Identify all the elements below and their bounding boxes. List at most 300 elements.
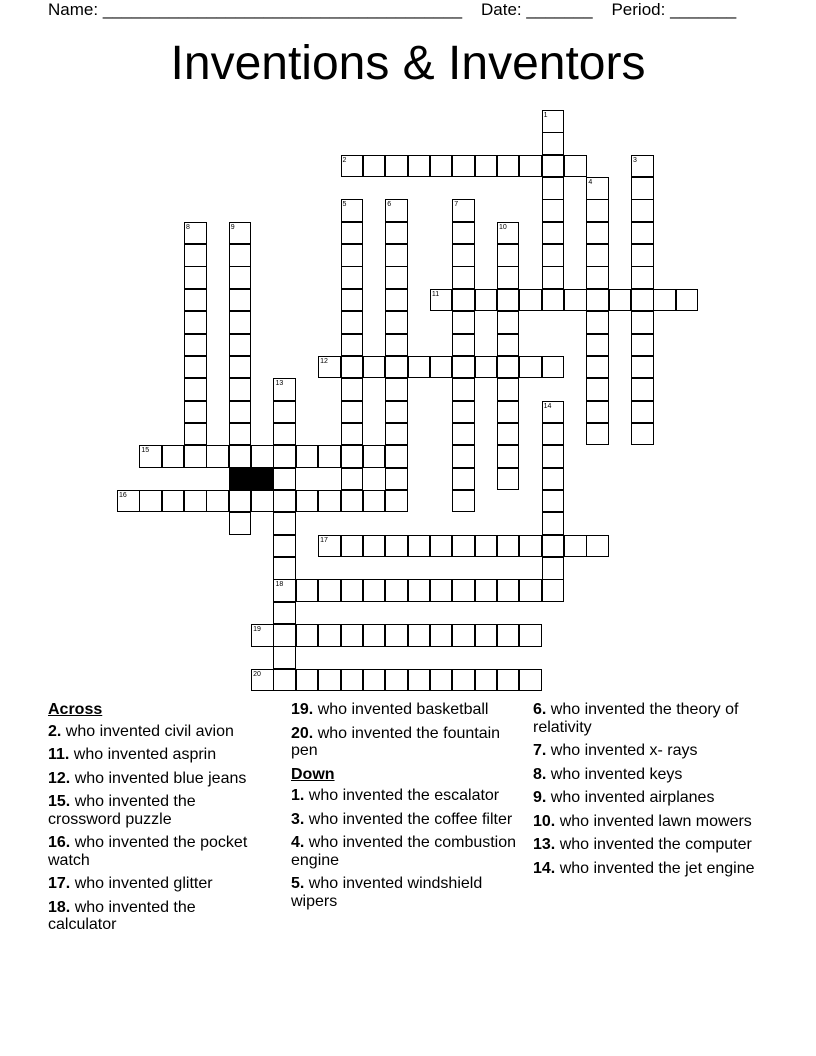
crossword-cell[interactable] [564,289,587,312]
crossword-cell[interactable] [385,222,408,245]
name-blank[interactable]: ______________________________________ [102,0,463,19]
crossword-cell[interactable] [184,356,207,379]
crossword-cell[interactable] [385,445,408,468]
name-label: Name: [48,0,99,19]
crossword-cell[interactable] [542,110,565,133]
crossword-cell[interactable] [497,289,520,312]
clue-text: who invented the computer [555,836,752,853]
crossword-cell[interactable] [273,445,296,468]
crossword-cell[interactable] [408,356,431,379]
down-clue [533,860,763,878]
crossword-cell[interactable] [363,490,386,513]
crossword-cell[interactable] [497,669,520,692]
cell-number: 14 [543,402,552,410]
crossword-cell[interactable] [631,177,654,200]
crossword-cell[interactable] [475,356,498,379]
crossword-cell[interactable] [452,244,475,267]
crossword-cell[interactable] [519,289,542,312]
crossword-cell[interactable] [519,535,542,558]
crossword-cell[interactable] [385,423,408,446]
crossword-cell[interactable] [542,155,565,178]
cell-number: 6 [387,201,392,209]
crossword-cell[interactable] [273,468,296,491]
cell-number: 12 [320,357,328,365]
clue-text: who invented x- rays [546,742,698,759]
crossword-cell[interactable] [475,624,498,647]
crossword-cell[interactable] [184,244,207,267]
crossword-cell[interactable] [497,401,520,424]
crossword-cell[interactable] [631,356,654,379]
crossword-cell[interactable] [408,579,431,602]
crossword-cell[interactable] [341,624,364,647]
crossword-cell[interactable] [542,222,565,245]
cell-number: 15 [141,447,150,455]
crossword-cell[interactable] [229,334,252,357]
crossword-cell[interactable] [631,289,654,312]
crossword-cell[interactable] [519,155,542,178]
cell-number: 2 [342,156,347,164]
crossword-cell[interactable] [273,423,296,446]
crossword-cell[interactable] [273,401,296,424]
crossword-cell[interactable] [452,423,475,446]
crossword-cell[interactable] [542,177,565,200]
crossword-cell[interactable] [385,334,408,357]
crossword-cell[interactable] [229,490,252,513]
crossword-cell[interactable] [296,445,319,468]
crossword-cell[interactable] [385,199,408,222]
crossword-cell[interactable] [586,356,609,379]
across-clue [48,793,268,828]
crossword-cell[interactable] [184,334,207,357]
crossword-cell[interactable] [229,244,252,267]
crossword-cell[interactable] [519,356,542,379]
crossword-cell[interactable] [296,490,319,513]
crossword-cell[interactable] [452,468,475,491]
cell-number: 5 [342,201,347,209]
clue-number: 8. [533,765,547,783]
clue-number: 17. [48,875,71,892]
across-clue [48,834,268,869]
crossword-cell[interactable] [341,199,364,222]
crossword-cell[interactable] [341,490,364,513]
clue-text: who invented asprin [69,746,217,763]
cell-number: 20 [253,670,261,678]
crossword-cell[interactable] [586,244,609,267]
crossword-cell[interactable] [542,356,565,379]
clue-text: who invented the theory of relativity [533,701,739,736]
crossword-cell[interactable] [273,535,296,558]
crossword-cell[interactable] [542,490,565,513]
down-clues-list-2 [533,701,763,877]
crossword-cell[interactable] [341,289,364,312]
crossword-cell[interactable] [341,669,364,692]
crossword-cell[interactable] [184,378,207,401]
crossword-cell[interactable] [452,289,475,312]
crossword-cell[interactable] [341,155,364,178]
clue-number: 13. [533,836,556,853]
crossword-cell[interactable] [385,244,408,267]
crossword-cell[interactable] [184,445,207,468]
crossword-cell[interactable] [452,535,475,558]
crossword-cell[interactable] [184,222,207,245]
crossword-cell[interactable] [452,669,475,692]
crossword-cell[interactable] [206,490,229,513]
crossword-cell[interactable] [162,445,185,468]
crossword-cell[interactable] [497,222,520,245]
crossword-cell[interactable] [363,535,386,558]
crossword-cell[interactable] [162,490,185,513]
cell-number: 9 [230,223,235,231]
down-clue [533,742,763,760]
crossword-cell[interactable] [363,445,386,468]
crossword-cell[interactable] [385,289,408,312]
crossword-cell[interactable] [229,356,252,379]
crossword-cell[interactable] [273,378,296,401]
crossword-cell[interactable] [184,266,207,289]
down-clue [533,813,763,831]
crossword-cell[interactable] [497,535,520,558]
crossword-cell[interactable] [273,490,296,513]
crossword-cell[interactable] [385,155,408,178]
crossword-cell[interactable] [184,289,207,312]
page-title: Inventions & Inventors [170,37,646,90]
crossword-cell[interactable] [385,468,408,491]
crossword-cell[interactable] [586,378,609,401]
crossword-cell[interactable] [385,624,408,647]
crossword-cell[interactable] [408,155,431,178]
crossword-cell[interactable] [318,356,341,379]
crossword-cell[interactable] [542,423,565,446]
crossword-cell[interactable] [385,669,408,692]
crossword-cell[interactable] [452,378,475,401]
crossword-cell[interactable] [586,401,609,424]
crossword-cell[interactable] [341,222,364,245]
crossword-cell[interactable] [497,624,520,647]
cell-number: 13 [275,380,284,388]
crossword-cell[interactable] [229,378,252,401]
crossword-cell[interactable] [273,669,296,692]
crossword-cell[interactable] [184,490,207,513]
crossword-cell[interactable] [676,289,699,312]
crossword-cell[interactable] [184,423,207,446]
crossword-cell[interactable] [251,445,274,468]
clue-number: 18. [48,898,71,916]
crossword-cell[interactable] [586,289,609,312]
crossword-cell[interactable] [452,199,475,222]
crossword-cell[interactable] [184,311,207,334]
crossword-cell[interactable] [385,356,408,379]
crossword-cell[interactable] [542,289,565,312]
crossword-cell[interactable] [475,669,498,692]
crossword-cell[interactable] [385,490,408,513]
crossword-cell[interactable] [631,266,654,289]
crossword-cell[interactable] [341,334,364,357]
crossword-cell[interactable] [452,490,475,513]
clue-text: who invented airplanes [546,789,715,806]
crossword-cell[interactable] [631,378,654,401]
crossword-cell[interactable] [542,535,565,558]
crossword-cell[interactable] [452,311,475,334]
crossword-cell[interactable] [229,289,252,312]
crossword-cell[interactable] [430,669,453,692]
crossword-cell[interactable] [385,535,408,558]
date-blank[interactable]: _______ [526,0,593,19]
clue-number: 19. [291,701,314,718]
clue-number: 15. [48,793,71,810]
crossword-cell[interactable] [631,155,654,178]
crossword-cell[interactable] [586,266,609,289]
crossword-cell[interactable] [586,177,609,200]
crossword-cell[interactable] [452,222,475,245]
crossword-cell[interactable] [497,244,520,267]
crossword-cell[interactable] [497,468,520,491]
crossword-cell[interactable] [519,579,542,602]
crossword-cell[interactable] [475,289,498,312]
across-clues-list-1 [48,723,268,934]
crossword-cell[interactable] [385,401,408,424]
crossword-cell[interactable] [475,155,498,178]
across-clue [48,899,268,934]
crossword-cell[interactable] [408,535,431,558]
clue-text: who invented the escalator [304,787,500,804]
crossword-cell[interactable] [229,512,252,535]
crossword-cell[interactable] [139,490,162,513]
across-clue [291,725,521,760]
crossword-cell[interactable] [430,624,453,647]
crossword-cell[interactable] [452,579,475,602]
crossword-cell[interactable] [542,199,565,222]
cell-number: 1 [543,112,548,119]
crossword-cell[interactable] [564,535,587,558]
crossword-cell[interactable] [139,445,162,468]
crossword-cell[interactable] [385,266,408,289]
clue-number: 7. [533,742,547,759]
crossword-cell[interactable] [363,356,386,379]
clue-text: who invented the calculator [48,898,196,933]
crossword-cell[interactable] [631,401,654,424]
crossword-cell[interactable] [229,311,252,334]
crossword-cell[interactable] [497,356,520,379]
crossword-cell[interactable] [452,445,475,468]
crossword-cell[interactable] [341,579,364,602]
crossword-cell[interactable] [497,378,520,401]
cell-number: 18 [275,581,284,589]
crossword-cell[interactable] [452,401,475,424]
crossword-cell[interactable] [497,311,520,334]
crossword-cell[interactable] [542,557,565,580]
clue-number: 3. [291,810,305,828]
crossword-cell[interactable] [519,624,542,647]
crossword-cell[interactable] [318,579,341,602]
crossword-cell[interactable] [475,579,498,602]
crossword-cell[interactable] [586,222,609,245]
crossword-cell[interactable] [452,266,475,289]
clue-text: who invented windshield wipers [291,875,483,910]
clue-text: who invented blue jeans [70,769,247,787]
period-blank[interactable]: _______ [670,0,737,19]
crossword-cell[interactable] [296,624,319,647]
crossword-cell[interactable] [586,199,609,222]
down-clues-list-1 [291,787,521,910]
crossword-cell[interactable] [497,445,520,468]
crossword-cell[interactable] [385,579,408,602]
crossword-cell[interactable] [586,311,609,334]
crossword-cell[interactable] [542,468,565,491]
cell-number: 19 [253,626,261,634]
crossword-cell[interactable] [341,311,364,334]
crossword-cell[interactable] [229,445,252,468]
crossword-cell[interactable] [341,266,364,289]
across-clue [48,723,268,741]
crossword-cell[interactable] [586,423,609,446]
clue-number: 12. [48,769,71,787]
down-clue [291,787,521,805]
crossword-cell[interactable] [318,535,341,558]
crossword-cell[interactable] [609,289,632,312]
down-clue [533,701,763,736]
crossword-cell[interactable] [631,244,654,267]
clues-column-2 [291,701,521,916]
crossword-cell[interactable] [631,423,654,446]
crossword-cell[interactable] [341,244,364,267]
crossword-cell[interactable] [497,155,520,178]
crossword-cell[interactable] [452,155,475,178]
crossword-cell[interactable] [519,669,542,692]
crossword-cell[interactable] [318,490,341,513]
crossword-cell[interactable] [363,669,386,692]
crossword-cell[interactable] [341,423,364,446]
crossword-cell[interactable] [497,334,520,357]
crossword-cell[interactable] [586,535,609,558]
down-clue [533,836,763,854]
down-heading: Down [291,765,335,783]
cell-number: 10 [498,223,507,231]
crossword-cell[interactable] [408,624,431,647]
crossword-cell[interactable] [229,266,252,289]
crossword-cell[interactable] [430,535,453,558]
crossword-cell[interactable] [206,445,229,468]
crossword-cell[interactable] [318,669,341,692]
crossword-cell[interactable] [586,334,609,357]
crossword-cell[interactable] [385,311,408,334]
crossword-cell[interactable] [318,445,341,468]
crossword-cell[interactable] [452,334,475,357]
down-clue [533,789,763,807]
crossword-cell[interactable] [497,423,520,446]
clue-text: who invented basketball [313,701,489,718]
across-clue [48,875,268,893]
crossword-cell[interactable] [430,579,453,602]
crossword-cell[interactable] [229,423,252,446]
clue-number: 20. [291,724,314,742]
crossword-cell[interactable] [542,132,565,155]
crossword-cell[interactable] [363,155,386,178]
crossword-cell[interactable] [475,535,498,558]
clue-number: 1. [291,787,305,804]
cell-number: 16 [119,491,127,499]
crossword-cell[interactable] [341,356,364,379]
clue-number: 10. [533,812,556,830]
clue-text: who invented the combustion engine [291,834,517,869]
cell-number: 11 [431,290,440,298]
clue-text: who invented civil avion [61,722,234,740]
crossword-cell[interactable] [229,401,252,424]
crossword-cell[interactable] [184,401,207,424]
cell-number: 3 [633,156,637,164]
crossword-cell[interactable] [542,512,565,535]
crossword-cell[interactable] [296,579,319,602]
crossword-cell[interactable] [318,624,341,647]
crossword-cell[interactable] [341,445,364,468]
crossword-cell[interactable] [653,289,676,312]
crossword-cell[interactable] [631,222,654,245]
crossword-cell[interactable] [564,155,587,178]
crossword-cell[interactable] [542,266,565,289]
crossword-cell[interactable] [273,646,296,669]
down-clue [291,811,521,829]
crossword-cell[interactable] [251,669,274,692]
crossword-cell[interactable] [452,624,475,647]
crossword-cell[interactable] [273,602,296,625]
crossword-cell[interactable] [251,490,274,513]
crossword-cell[interactable] [631,199,654,222]
crossword-cell[interactable] [273,557,296,580]
crossword-cell[interactable] [273,579,296,602]
clue-text: who invented the crossword puzzle [48,793,196,828]
clue-number: 4. [291,834,305,851]
clue-text: who invented the coffee filter [304,810,513,828]
crossword-cell[interactable] [296,669,319,692]
clues-column-1 [48,701,268,940]
crossword-cell[interactable] [542,401,565,424]
crossword-cell[interactable] [363,579,386,602]
crossword-cell[interactable] [273,624,296,647]
crossword-cell[interactable] [452,356,475,379]
crossword-cell[interactable] [251,624,274,647]
clue-text: who invented keys [546,765,683,783]
black-cell [251,468,274,491]
crossword-cell[interactable] [363,624,386,647]
crossword-cell[interactable] [542,579,565,602]
clue-text: who invented lawn mowers [555,812,752,830]
across-clue [48,770,268,788]
crossword-cell[interactable] [341,378,364,401]
across-clue [291,701,521,719]
crossword-cell[interactable] [341,535,364,558]
crossword-cell[interactable] [341,401,364,424]
period-label: Period: [611,0,666,19]
cell-number: 8 [186,223,190,231]
crossword-cell[interactable] [542,445,565,468]
across-clues-list-2 [291,701,521,760]
crossword-cell[interactable] [273,512,296,535]
crossword-cell[interactable] [430,289,453,312]
crossword-cell[interactable] [430,356,453,379]
crossword-cell[interactable] [229,222,252,245]
crossword-cell[interactable] [341,468,364,491]
crossword-cell[interactable] [631,334,654,357]
crossword-cell[interactable] [631,311,654,334]
crossword-cell[interactable] [408,669,431,692]
crossword-cell[interactable] [117,490,140,513]
crossword-cell[interactable] [542,244,565,267]
down-clue [291,834,521,869]
clue-number: 2. [48,722,62,740]
crossword-cell[interactable] [385,378,408,401]
crossword-cell[interactable] [497,579,520,602]
crossword-cell[interactable] [430,155,453,178]
crossword-cell[interactable] [497,266,520,289]
